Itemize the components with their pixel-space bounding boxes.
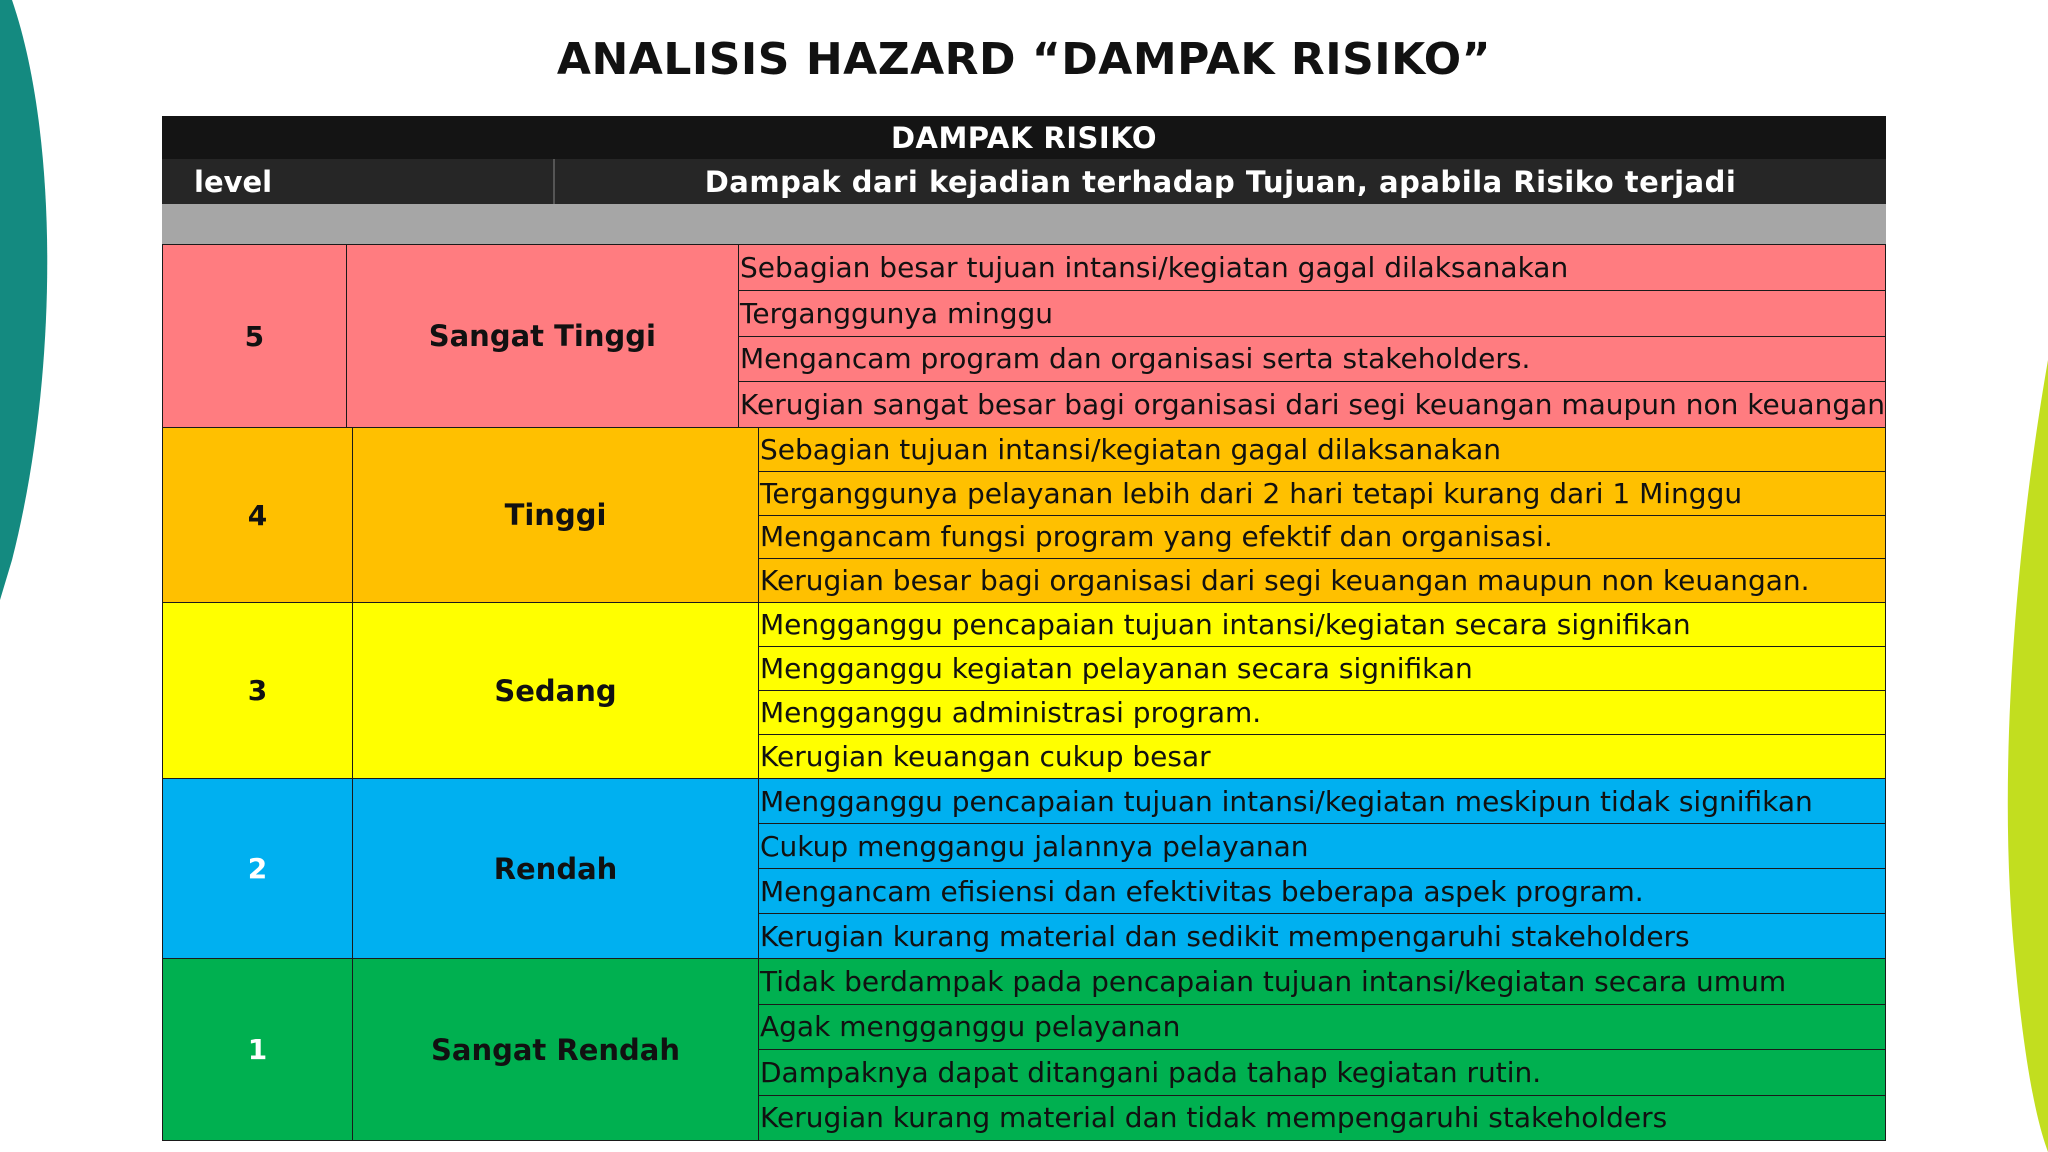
level-name: Sangat Tinggi bbox=[347, 245, 739, 427]
impact-description-item: Sebagian tujuan intansi/kegiatan gagal dilaksanakan bbox=[759, 428, 1885, 472]
slide-title: ANALISIS HAZARD “DAMPAK RISIKO” bbox=[556, 34, 1492, 85]
impact-description-list bbox=[759, 959, 1885, 1140]
impact-description-item: Mengancam fungsi program yang efektif dan organisasi. bbox=[759, 516, 1885, 560]
impact-description-list bbox=[759, 779, 1885, 958]
level-row-2 bbox=[162, 779, 1886, 959]
impact-description-item: Kerugian sangat besar bagi organisasi dari segi keuangan maupun non keuangan bbox=[740, 388, 1885, 422]
level-row-1 bbox=[162, 959, 1886, 1141]
level-rows bbox=[162, 244, 1886, 1141]
impact-description-item: Mengganggu pencapaian tujuan intansi/kegiatan meskipun tidak signifikan bbox=[759, 779, 1885, 824]
impact-description-item: Terganggunya pelayanan lebih dari 2 hari tetapi kurang dari 1 Minggu bbox=[759, 472, 1885, 516]
level-name: Tinggi bbox=[353, 428, 759, 602]
level-name: Sangat Rendah bbox=[353, 959, 759, 1140]
impact-description-item: Kerugian besar bagi organisasi dari segi keuangan maupun non keuangan. bbox=[760, 564, 1810, 598]
header-level: level bbox=[162, 159, 555, 204]
impact-description-item: Mengganggu administrasi program. bbox=[759, 691, 1885, 735]
level-number: 1 bbox=[163, 959, 353, 1140]
impact-description-item: Mengganggu kegiatan pelayanan secara signifikan bbox=[759, 647, 1885, 691]
impact-description-item: Cukup menggangu jalannya pelayanan bbox=[759, 824, 1885, 869]
header-spacer-band bbox=[162, 204, 1886, 244]
level-row-3 bbox=[162, 603, 1886, 779]
level-row-4 bbox=[162, 428, 1886, 603]
impact-description-list bbox=[759, 603, 1885, 778]
impact-description-item: Kerugian kurang material dan sedikit mempengaruhi stakeholders bbox=[760, 919, 1690, 953]
level-number: 5 bbox=[163, 245, 347, 427]
table-header-main: DAMPAK RISIKO bbox=[162, 116, 1886, 159]
impact-description-item: Mengancam program dan organisasi serta stakeholders. bbox=[739, 337, 1885, 383]
risk-impact-table bbox=[162, 116, 1886, 1141]
impact-description-item: Mengganggu pencapaian tujuan intansi/kegiatan secara signifikan bbox=[759, 603, 1885, 647]
level-name: Rendah bbox=[353, 779, 759, 958]
impact-description-item: Kerugian kurang material dan tidak mempengaruhi stakeholders bbox=[760, 1101, 1668, 1135]
teal-swoosh-left bbox=[0, 0, 47, 600]
level-name: Sedang bbox=[353, 603, 759, 778]
level-number: 3 bbox=[163, 603, 353, 778]
impact-description-list bbox=[739, 245, 1885, 427]
level-number: 2 bbox=[163, 779, 353, 958]
level-row-5 bbox=[162, 244, 1886, 428]
impact-description-item: Tidak berdampak pada pencapaian tujuan intansi/kegiatan secara umum bbox=[759, 959, 1885, 1005]
impact-description-item: Terganggunya minggu bbox=[739, 291, 1885, 337]
impact-description-item: Sebagian besar tujuan intansi/kegiatan gagal dilaksanakan bbox=[739, 245, 1885, 291]
impact-description-item: Agak mengganggu pelayanan bbox=[759, 1005, 1885, 1051]
level-number: 4 bbox=[163, 428, 353, 602]
impact-description-item: Mengancam efisiensi dan efektivitas beberapa aspek program. bbox=[759, 869, 1885, 914]
header-description: Dampak dari kejadian terhadap Tujuan, apabila Risiko terjadi bbox=[704, 164, 1737, 199]
table-header-sub bbox=[162, 159, 1886, 204]
lime-swoosh-right bbox=[2008, 360, 2048, 1152]
impact-description-list bbox=[759, 428, 1885, 602]
impact-description-item: Kerugian keuangan cukup besar bbox=[760, 740, 1211, 773]
impact-description-item: Dampaknya dapat ditangani pada tahap kegiatan rutin. bbox=[759, 1050, 1885, 1096]
